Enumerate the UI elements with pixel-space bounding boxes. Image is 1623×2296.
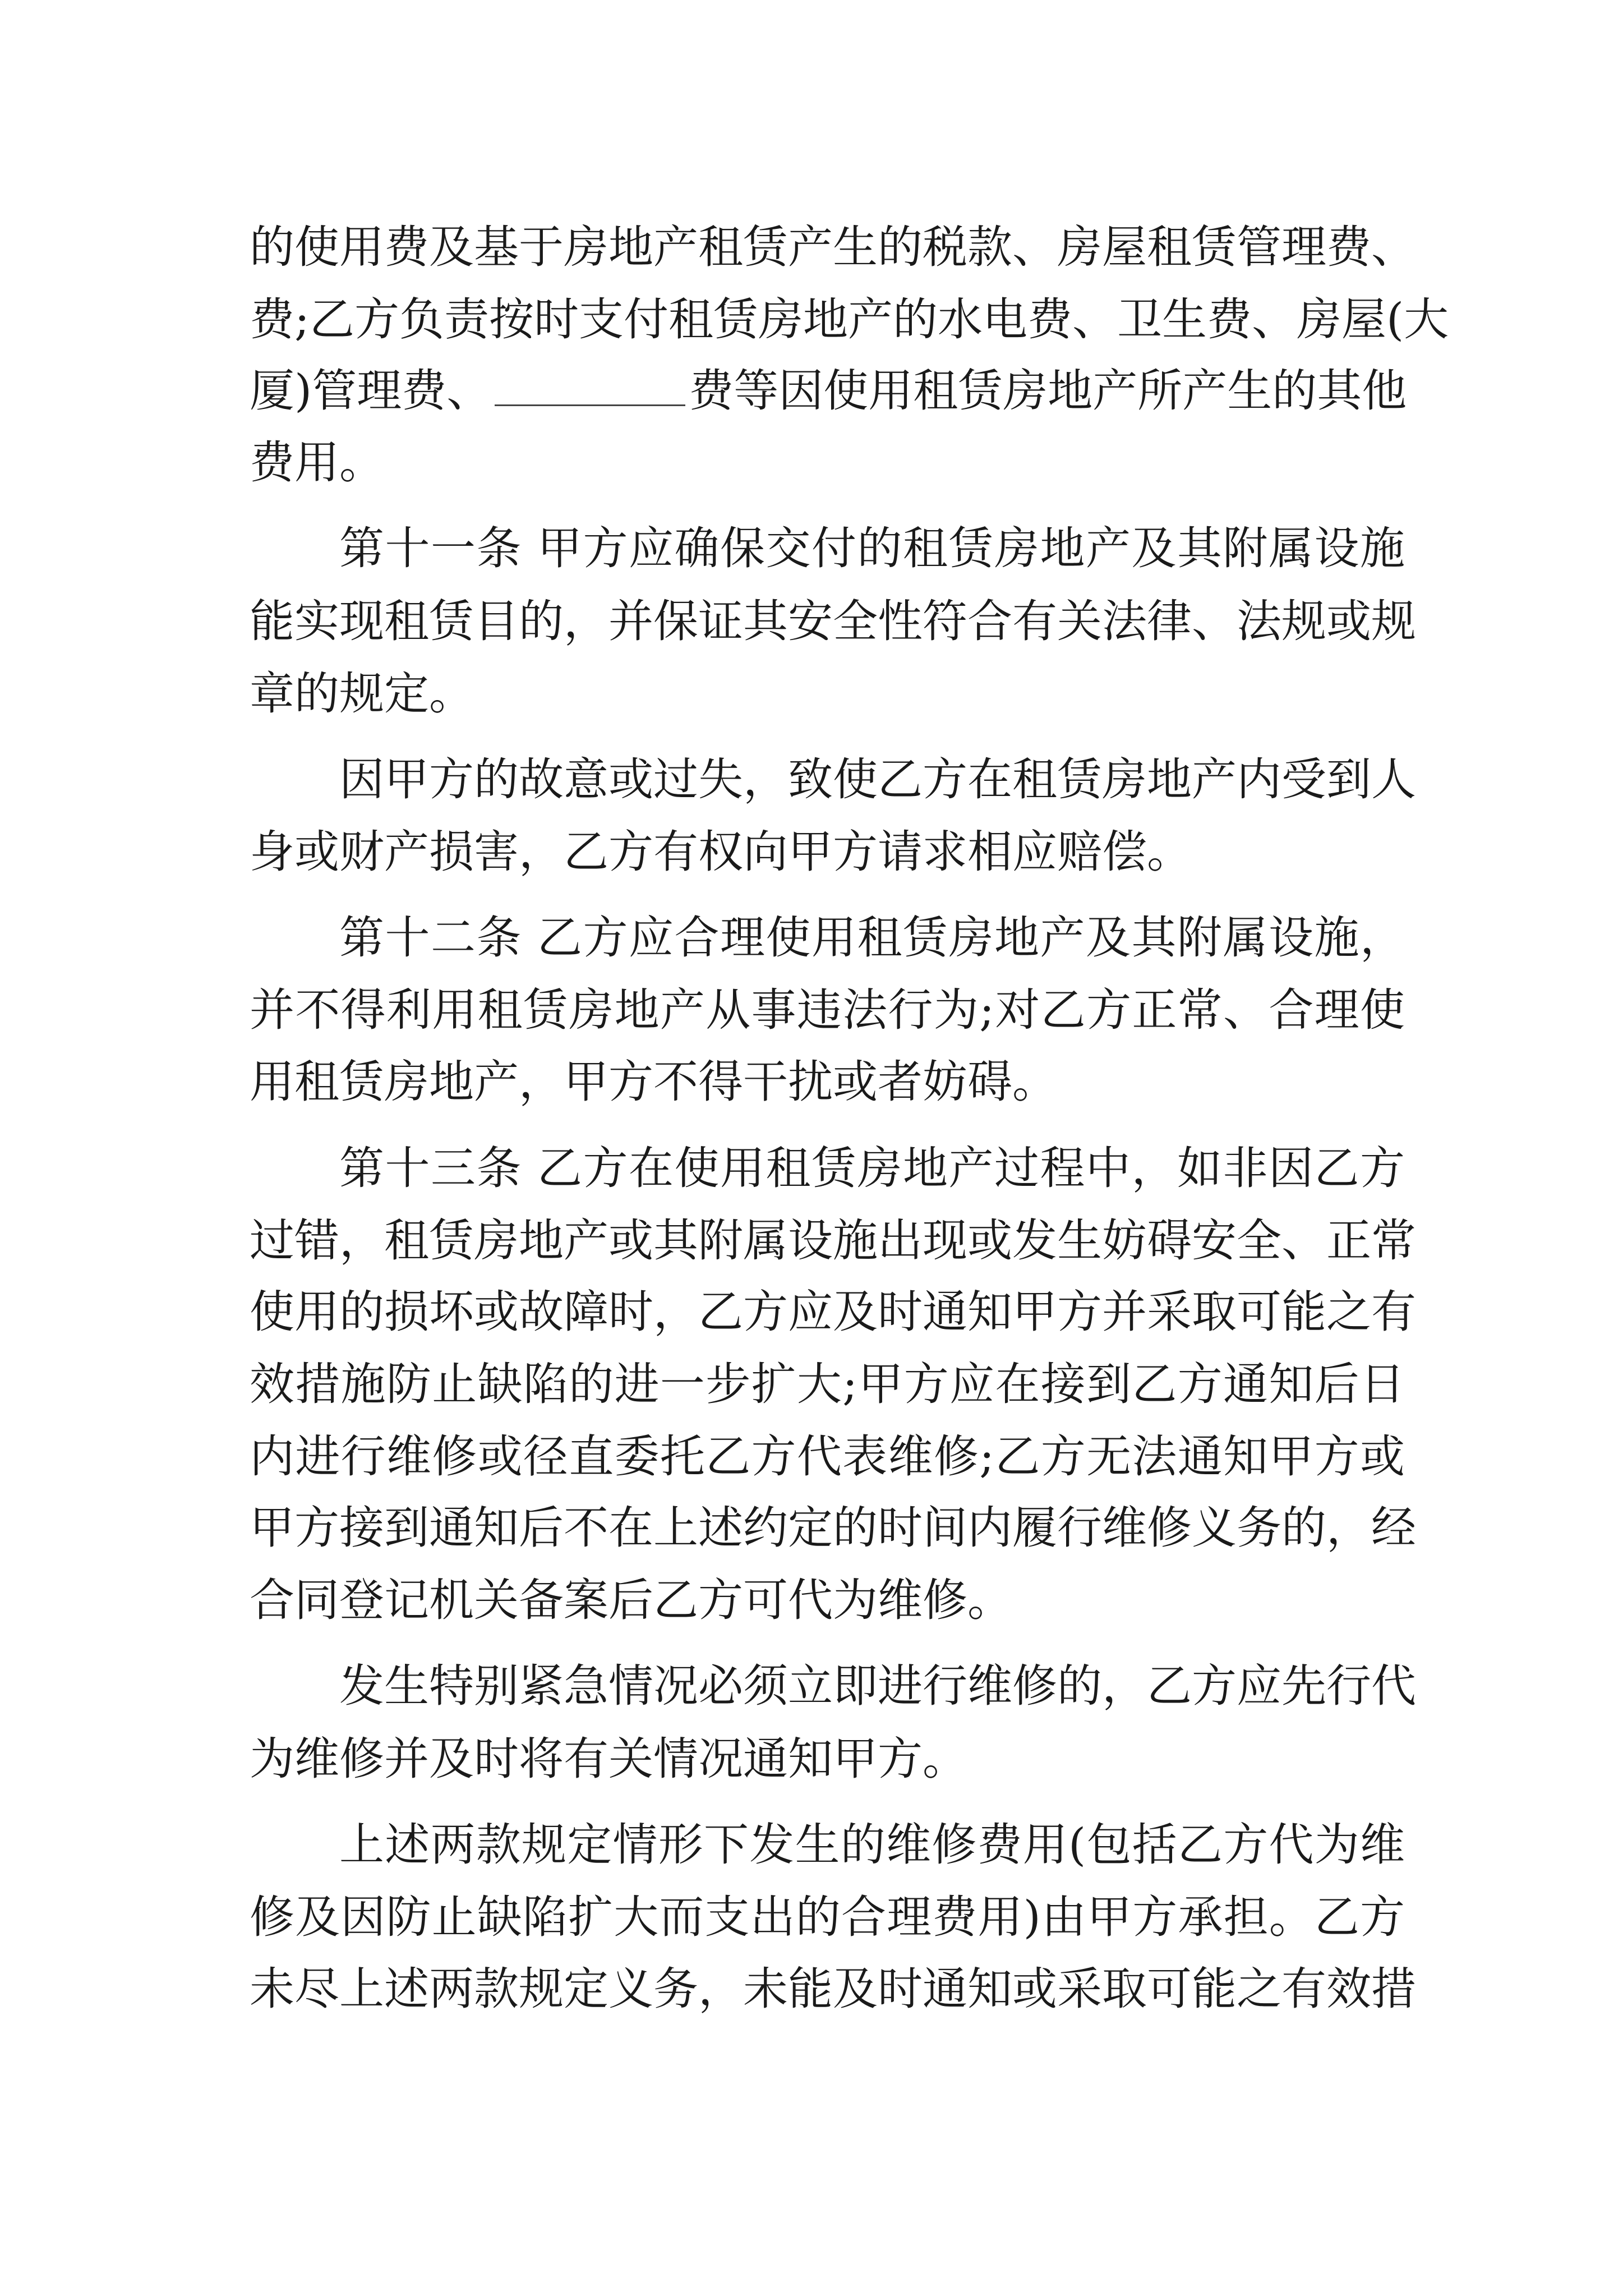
text-line: 内进行维修或径直委托乙方代表维修;乙方无法通知甲方或 [250,1430,1405,1483]
text-line: 的使用费及基于房地产租赁产生的税款、房屋租赁管理费、 [250,221,1416,273]
article-heading-line: 第十一条 甲方应确保交付的租赁房地产及其附属设施 [339,522,1405,574]
text-line: 为维修并及时将有关情况通知甲方。 [250,1733,967,1785]
article-heading-line: 第十三条 乙方在使用租赁房地产过程中，如非因乙方 [339,1142,1405,1194]
text-line: 合同登记机关备案后乙方可代为维修。 [250,1574,1012,1626]
text-line: 因甲方的故意或过失，致使乙方在租赁房地产内受到人 [339,753,1416,806]
text-line: 甲方接到通知后不在上述约定的时间内履行维修义务的，经 [250,1502,1416,1554]
text-line: 章的规定。 [250,668,474,720]
text-line: 修及因防止缺陷扩大而支出的合理费用)由甲方承担。乙方 [250,1891,1405,1943]
text-line: 用租赁房地产，甲方不得干扰或者妨碍。 [250,1056,1057,1108]
text-line [250,357,1405,425]
text-line: 发生特别紧急情况必须立即进行维修的，乙方应先行代 [339,1660,1416,1712]
text-line: 效措施防止缺陷的进一步扩大;甲方应在接到乙方通知后日 [250,1358,1405,1410]
text-line: 费;乙方负责按时支付租赁房地产的水电费、卫生费、房屋(大 [250,293,1449,346]
text-line: 过错，租赁房地产或其附属设施出现或发生妨碍安全、正常 [250,1214,1416,1267]
text-segment: 费等因使用租赁房地产所产生的其他 [689,365,1407,417]
text-line: 身或财产损害，乙方有权向甲方请求相应赔偿。 [250,826,1192,878]
text-line: 使用的损坏或故障时，乙方应及时通知甲方并采取可能之有 [250,1286,1416,1338]
text-line: 上述两款规定情形下发生的维修费用(包括乙方代为维 [339,1819,1405,1871]
fill-in-blank [495,371,685,406]
text-line: 未尽上述两款规定义务，未能及时通知或采取可能之有效措 [250,1963,1416,2015]
article-heading-line: 第十二条 乙方应合理使用租赁房地产及其附属设施， [339,912,1405,964]
text-line: 费用。 [250,436,384,489]
text-line: 能实现租赁目的，并保证其安全性符合有关法律、法规或规 [250,595,1416,647]
text-line: 并不得利用租赁房地产从事违法行为;对乙方正常、合理使 [250,984,1405,1036]
text-segment: 厦)管理费、 [250,365,492,417]
